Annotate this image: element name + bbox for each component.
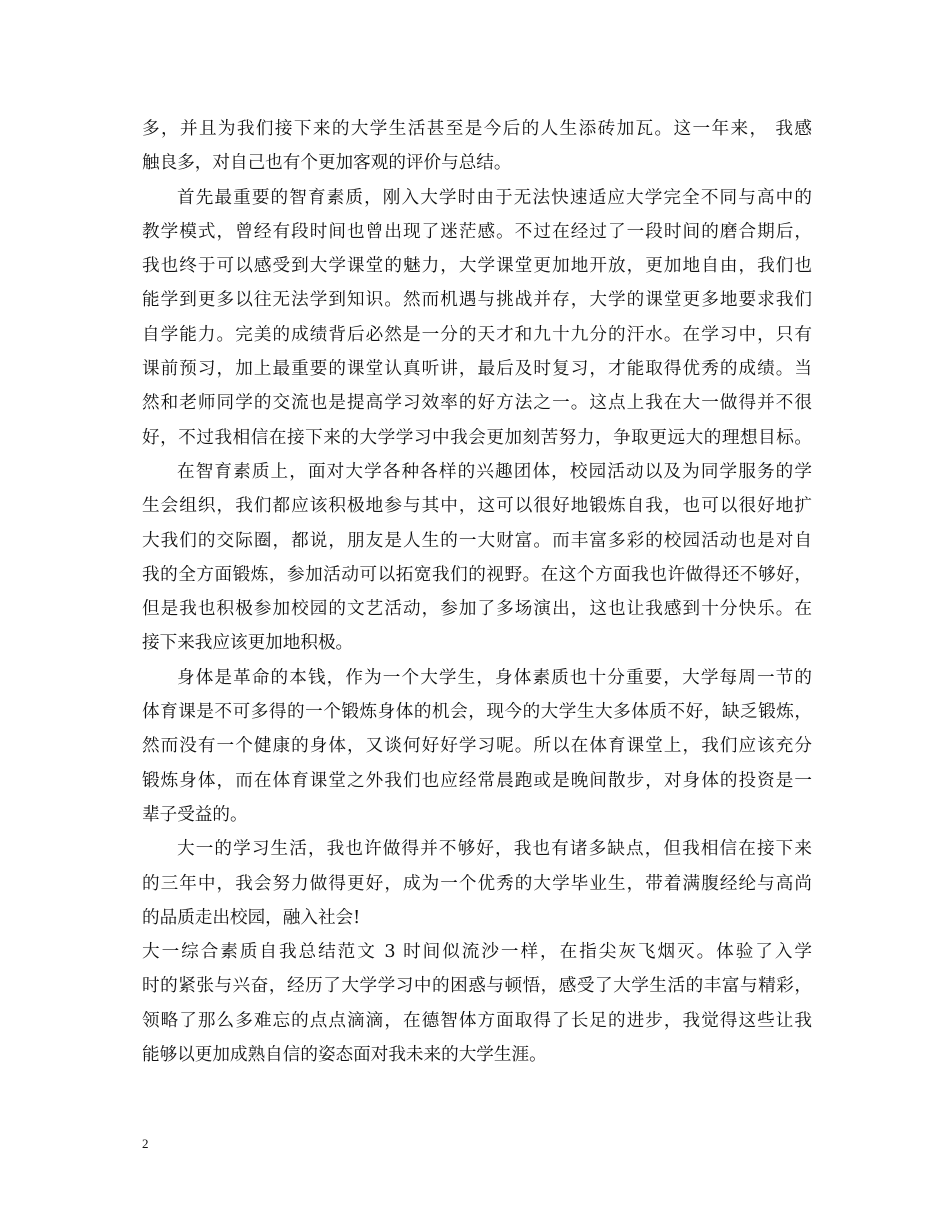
text-line: 我也终于可以感受到大学课堂的魅力，大学课堂更加地开放，更加地自由，我们也 bbox=[142, 256, 812, 277]
text-line: 辈子受益的。 bbox=[142, 804, 248, 825]
text-line: 我的全方面锻炼，参加活动可以拓宽我们的视野。在这个方面我也许做得还不够好， bbox=[142, 564, 812, 585]
text-line: 但是我也积极参加校园的文艺活动，参加了多场演出，这也让我感到十分快乐。在 bbox=[142, 599, 812, 620]
text-line: 然和老师同学的交流也是提高学习效率的好方法之一。这点上我在大一做得并不很 bbox=[142, 393, 812, 414]
text-line: 的三年中，我会努力做得更好，成为一个优秀的大学毕业生，带着满腹经纶与高尚 bbox=[142, 873, 812, 894]
page-number: 2 bbox=[142, 1136, 149, 1151]
text-line: 锻炼身体，而在体育课堂之外我们也应经常晨跑或是晚间散步，对身体的投资是一 bbox=[142, 770, 812, 791]
text-line: 首先最重要的智育素质，刚入大学时由于无法快速适应大学完全不同与高中的 bbox=[177, 187, 812, 208]
text-line: 课前预习，加上最重要的课堂认真听讲，最后及时复习，才能取得优秀的成绩。当 bbox=[142, 359, 812, 380]
text-line: 然而没有一个健康的身体，又谈何好好学习呢。所以在体育课堂上，我们应该充分 bbox=[142, 736, 812, 757]
text-line: 多，并且为我们接下来的大学生活甚至是今后的人生添砖加瓦。这一年来， 我感 bbox=[142, 119, 812, 139]
text-line: 身体是革命的本钱，作为一个大学生，身体素质也十分重要，大学每周一节的 bbox=[177, 667, 812, 688]
text-line: 能够以更加成熟自信的姿态面对我未来的大学生涯。 bbox=[142, 1045, 547, 1066]
body-text bbox=[142, 112, 812, 1072]
text-line: 大一的学习生活，我也许做得并不够好，我也有诸多缺点，但我相信在接下来 bbox=[177, 839, 812, 860]
text-line: 的品质走出校园，融入社会! bbox=[142, 907, 361, 928]
text-line: 在智育素质上，面对大学各种各样的兴趣团体，校园活动以及为同学服务的学 bbox=[177, 461, 812, 482]
text-line: 好，不过我相信在接下来的大学学习中我会更加刻苦努力，争取更远大的理想目标。 bbox=[142, 427, 812, 448]
text-line: 教学模式，曾经有段时间也曾出现了迷茫感。不过在经过了一段时间的磨合期后， bbox=[142, 221, 812, 242]
text-line: 自学能力。完美的成绩背后必然是一分的天才和九十九分的汗水。在学习中，只有 bbox=[142, 324, 812, 345]
text-line: 触良多，对自己也有个更加客观的评价与总结。 bbox=[142, 153, 512, 174]
text-line: 时的紧张与兴奋，经历了大学学习中的困惑与顿悟，感受了大学生活的丰富与精彩， bbox=[142, 976, 812, 997]
text-line: 能学到更多以往无法学到知识。然而机遇与挑战并存，大学的课堂更多地要求我们 bbox=[142, 290, 812, 311]
text-line: 接下来我应该更加地积极。 bbox=[142, 633, 354, 654]
text-line: 大我们的交际圈，都说，朋友是人生的一大财富。而丰富多彩的校园活动也是对自 bbox=[142, 530, 812, 551]
text-line: 体育课是不可多得的一个锻炼身体的机会，现今的大学生大多体质不好，缺乏锻炼， bbox=[142, 702, 812, 723]
text-line: 领略了那么多难忘的点点滴滴，在德智体方面取得了长足的进步，我觉得这些让我 bbox=[142, 1010, 812, 1031]
text-line: 生会组织，我们都应该积极地参与其中，这可以很好地锻炼自我，也可以很好地扩 bbox=[142, 496, 812, 517]
text-line: 大一综合素质自我总结范文 3 时间似流沙一样，在指尖灰飞烟灭。体验了入学 bbox=[142, 942, 812, 963]
